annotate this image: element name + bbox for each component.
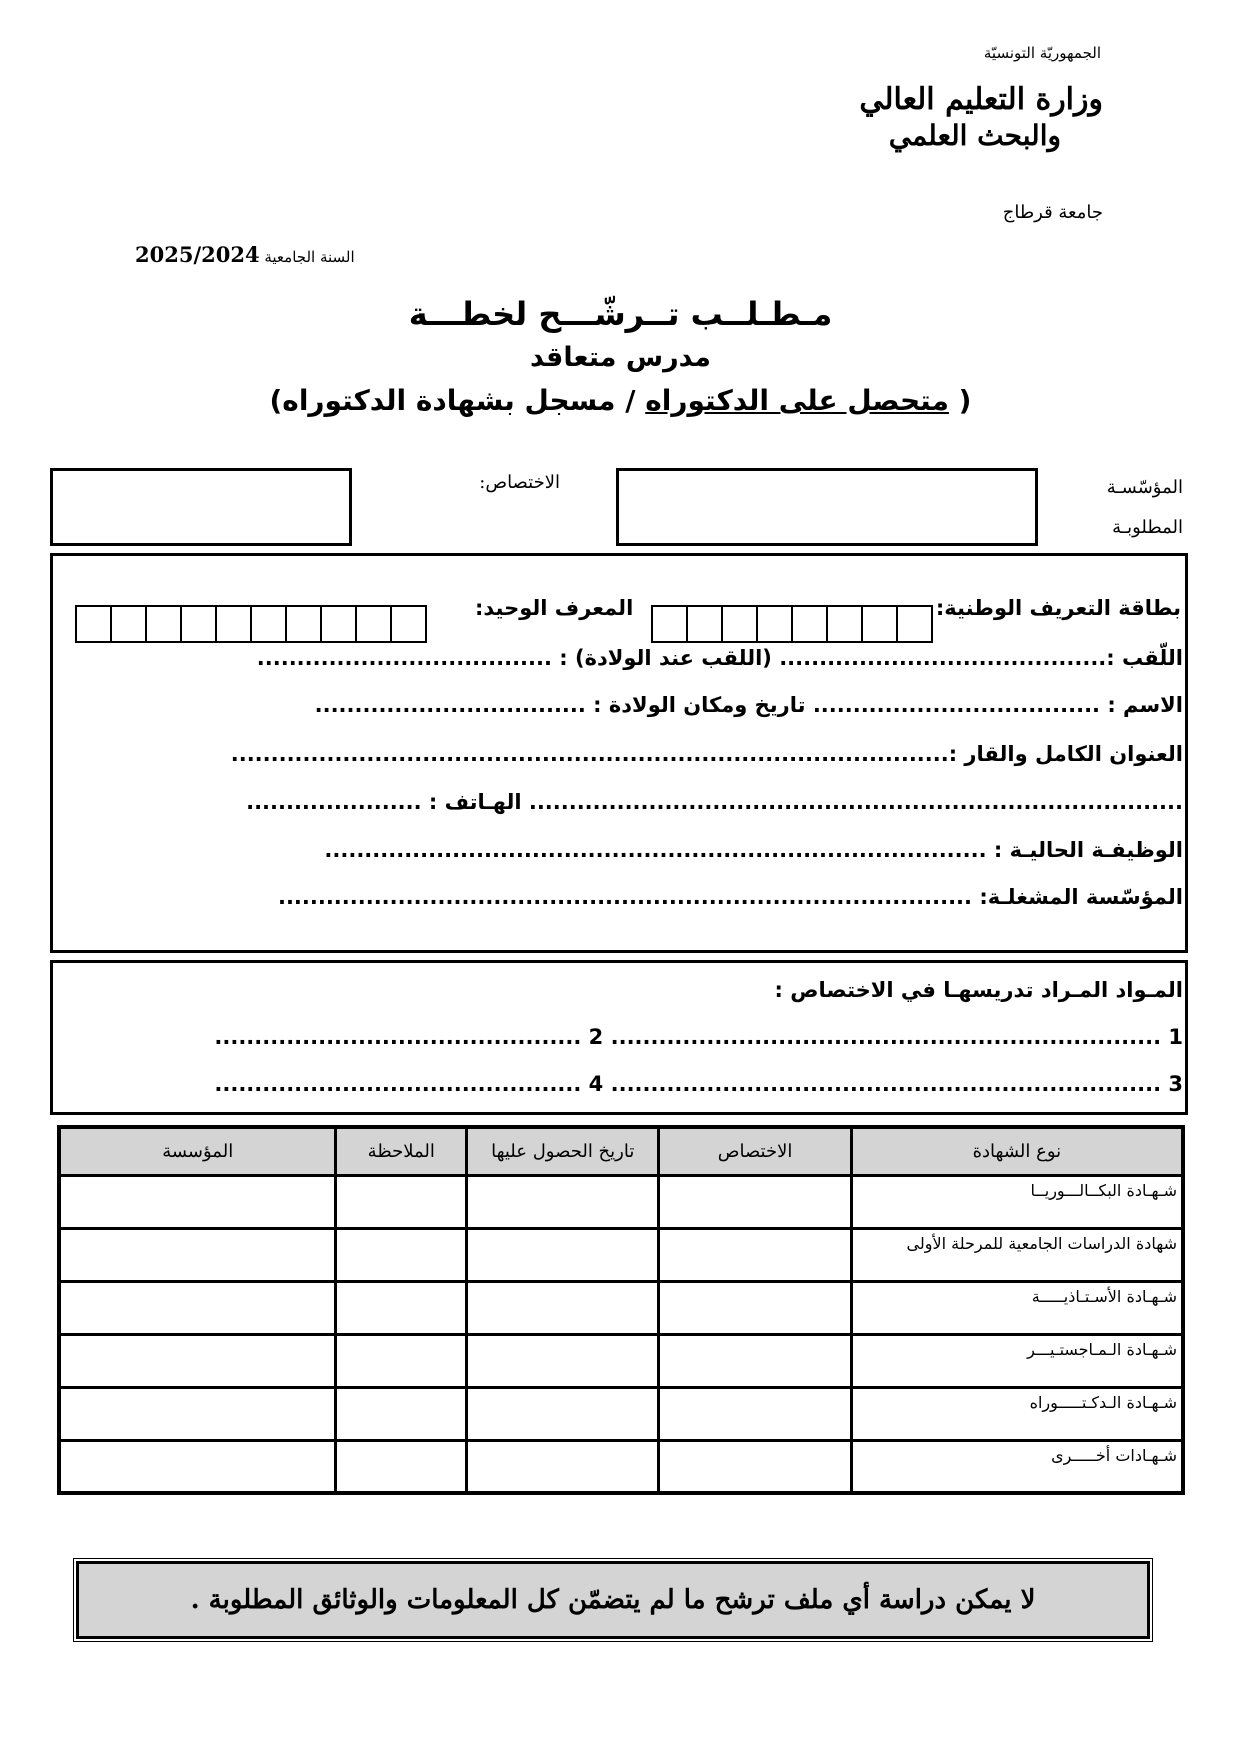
- national-id-digit[interactable]: [756, 605, 793, 643]
- subjects-heading: المـواد المـراد تدريسهـا في الاختصاص :: [774, 978, 1183, 1002]
- name-birth-field[interactable]: الاسم : .................................... تاريخ ومكان الولادة : ..................................: [314, 693, 1183, 717]
- table-row: [59, 1387, 1183, 1440]
- date-cell[interactable]: [467, 1281, 659, 1334]
- national-id-digit[interactable]: [791, 605, 828, 643]
- table-row: [59, 1281, 1183, 1334]
- date-cell[interactable]: [467, 1175, 659, 1228]
- degree-type-cell: شـهـادة الـدكـتـــــوراه: [851, 1387, 1183, 1440]
- academic-year-value: 2025/2024: [135, 242, 260, 267]
- table-row: [59, 1440, 1183, 1493]
- institution-cell[interactable]: [59, 1175, 336, 1228]
- institution-cell[interactable]: [59, 1440, 336, 1493]
- specialty-label: الاختصاص:: [479, 472, 560, 493]
- current-job-field[interactable]: الوظيفـة الحاليـة : ...................................................................................: [324, 838, 1183, 862]
- republic-label: الجمهوريّة التونسيّة: [983, 44, 1101, 62]
- degree-type-cell: شـهـادة البكــالـــوريــا: [851, 1175, 1183, 1228]
- notes-cell[interactable]: [336, 1387, 467, 1440]
- unique-id-digit[interactable]: [285, 605, 322, 643]
- date-cell[interactable]: [467, 1228, 659, 1281]
- employer-field[interactable]: المؤسّسة المشغلـة: .......................................................................................: [277, 885, 1183, 909]
- institution-cell[interactable]: [59, 1387, 336, 1440]
- institution-cell[interactable]: [59, 1334, 336, 1387]
- degree-type-cell: شـهـادة الـمـاجستـيـــر: [851, 1334, 1183, 1387]
- degree-type-cell: شـهـادات أخـــــرى: [851, 1440, 1183, 1493]
- notice-text: لا يمكن دراسة أي ملف ترشح ما لم يتضمّن كل المعلومات والوثائق المطلوبة .: [190, 1585, 1036, 1615]
- notes-cell[interactable]: [336, 1175, 467, 1228]
- ministry-name-line2: والبحث العلمي: [888, 119, 1061, 152]
- notice-banner: [76, 1561, 1150, 1639]
- requested-institution-field[interactable]: [616, 468, 1038, 546]
- header-specialty: الاختصاص: [659, 1127, 851, 1175]
- form-title: مـطـلــب تــرشّـــح لخطـــة: [408, 295, 833, 333]
- unique-id-digit[interactable]: [390, 605, 427, 643]
- specialty-cell[interactable]: [659, 1334, 851, 1387]
- unique-id-digit[interactable]: [355, 605, 392, 643]
- unique-id-digit[interactable]: [180, 605, 217, 643]
- header-notes: الملاحظة: [336, 1127, 467, 1175]
- institution-cell[interactable]: [59, 1228, 336, 1281]
- table-row: [59, 1228, 1183, 1281]
- specialty-cell[interactable]: [659, 1228, 851, 1281]
- requested-institution-label: [1073, 468, 1183, 548]
- phone-field[interactable]: .................................................................................. الهـاتف : ......................: [246, 790, 1183, 814]
- academic-year: [135, 242, 375, 267]
- national-id-digit[interactable]: [686, 605, 723, 643]
- notes-cell[interactable]: [336, 1440, 467, 1493]
- institution-label-line2: المطلوبـة: [1112, 517, 1183, 538]
- national-id-digit[interactable]: [896, 605, 933, 643]
- subjects-row-1[interactable]: 1 ..................................................................... 2 ..............................................: [214, 1025, 1183, 1049]
- header-date-obtained: تاريخ الحصول عليها: [467, 1127, 659, 1175]
- table-row: [59, 1334, 1183, 1387]
- notes-cell[interactable]: [336, 1228, 467, 1281]
- institution-cell[interactable]: [59, 1281, 336, 1334]
- degrees-table: [57, 1125, 1185, 1495]
- specialty-field[interactable]: [50, 468, 352, 546]
- ministry-name-line1: وزارة التعليم العالي: [859, 82, 1103, 117]
- degree-type-cell: شهادة الدراسات الجامعية للمرحلة الأولى: [851, 1228, 1183, 1281]
- specialty-cell[interactable]: [659, 1281, 851, 1334]
- academic-year-label: السنة الجامعية: [264, 248, 355, 266]
- date-cell[interactable]: [467, 1387, 659, 1440]
- unique-id-digit[interactable]: [215, 605, 252, 643]
- unique-id-boxes[interactable]: [77, 605, 427, 643]
- doctorate-holder-option: متحصل على الدكتوراه: [645, 384, 949, 417]
- subjects-row-2[interactable]: 3 ..................................................................... 4 ..............................................: [214, 1072, 1183, 1096]
- university-name: جامعة قرطاج: [1002, 202, 1103, 223]
- unique-id-digit[interactable]: [110, 605, 147, 643]
- degree-type-cell: شـهـادة الأسـتـاذيـــــة: [851, 1281, 1183, 1334]
- specialty-cell[interactable]: [659, 1175, 851, 1228]
- doctorate-registered-option: / مسجل بشهادة الدكتوراه): [269, 384, 646, 417]
- specialty-cell[interactable]: [659, 1440, 851, 1493]
- national-id-digit[interactable]: [861, 605, 898, 643]
- institution-label-line1: المؤسّسـة: [1106, 477, 1183, 498]
- table-header-row: [59, 1127, 1183, 1175]
- notes-cell[interactable]: [336, 1281, 467, 1334]
- header-degree-type: نوع الشهادة: [851, 1127, 1183, 1175]
- unique-id-digit[interactable]: [320, 605, 357, 643]
- date-cell[interactable]: [467, 1334, 659, 1387]
- surname-field[interactable]: اللّقب :......................................... (اللقب عند الولادة) : .....................................: [256, 646, 1183, 670]
- notes-cell[interactable]: [336, 1334, 467, 1387]
- address-field[interactable]: العنوان الكامل والقار :..........................................................................................: [230, 742, 1183, 766]
- table-row: [59, 1175, 1183, 1228]
- form-candidate-type: [0, 384, 1241, 417]
- national-id-boxes[interactable]: [653, 605, 933, 643]
- unique-id-digit[interactable]: [145, 605, 182, 643]
- unique-id-digit[interactable]: [75, 605, 112, 643]
- specialty-cell[interactable]: [659, 1387, 851, 1440]
- paren-open: (: [948, 384, 972, 417]
- national-id-label: بطاقة التعريف الوطنية:: [935, 596, 1181, 620]
- national-id-digit[interactable]: [826, 605, 863, 643]
- unique-id-label: المعرف الوحيد:: [475, 596, 634, 620]
- unique-id-digit[interactable]: [250, 605, 287, 643]
- form-subtitle: مدرس متعاقد: [530, 342, 711, 373]
- header-institution: المؤسسة: [59, 1127, 336, 1175]
- national-id-digit[interactable]: [651, 605, 688, 643]
- national-id-digit[interactable]: [721, 605, 758, 643]
- date-cell[interactable]: [467, 1440, 659, 1493]
